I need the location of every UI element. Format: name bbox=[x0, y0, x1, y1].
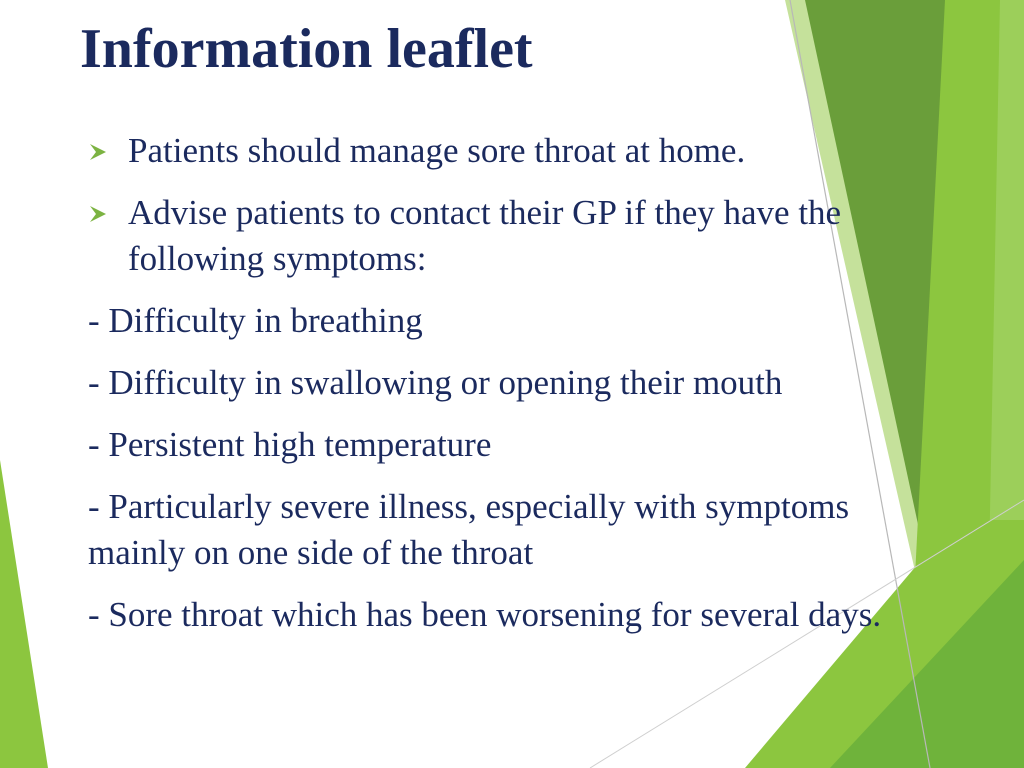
arrowhead-bullet-icon bbox=[88, 204, 108, 224]
symptom-item: - Sore throat which has been worsening for several days. bbox=[88, 595, 882, 634]
bullet-text: Patients should manage sore throat at home. bbox=[128, 131, 746, 170]
symptom-item: - Difficulty in swallowing or opening their mouth bbox=[88, 363, 783, 402]
bullet-item bbox=[88, 128, 908, 174]
arrowhead-bullet-icon bbox=[88, 142, 108, 162]
symptom-item: - Persistent high temperature bbox=[88, 425, 492, 464]
bullet-item bbox=[88, 190, 908, 282]
symptom-item: - Particularly severe illness, especially with symptoms mainly on one side of the throat bbox=[88, 487, 850, 572]
page-title: Information leaflet bbox=[80, 18, 533, 80]
left-green-sliver bbox=[0, 460, 48, 768]
bullet-text: Advise patients to contact their GP if they have the following symptoms: bbox=[128, 193, 842, 278]
content-area bbox=[88, 128, 908, 654]
symptom-item: - Difficulty in breathing bbox=[88, 301, 423, 340]
